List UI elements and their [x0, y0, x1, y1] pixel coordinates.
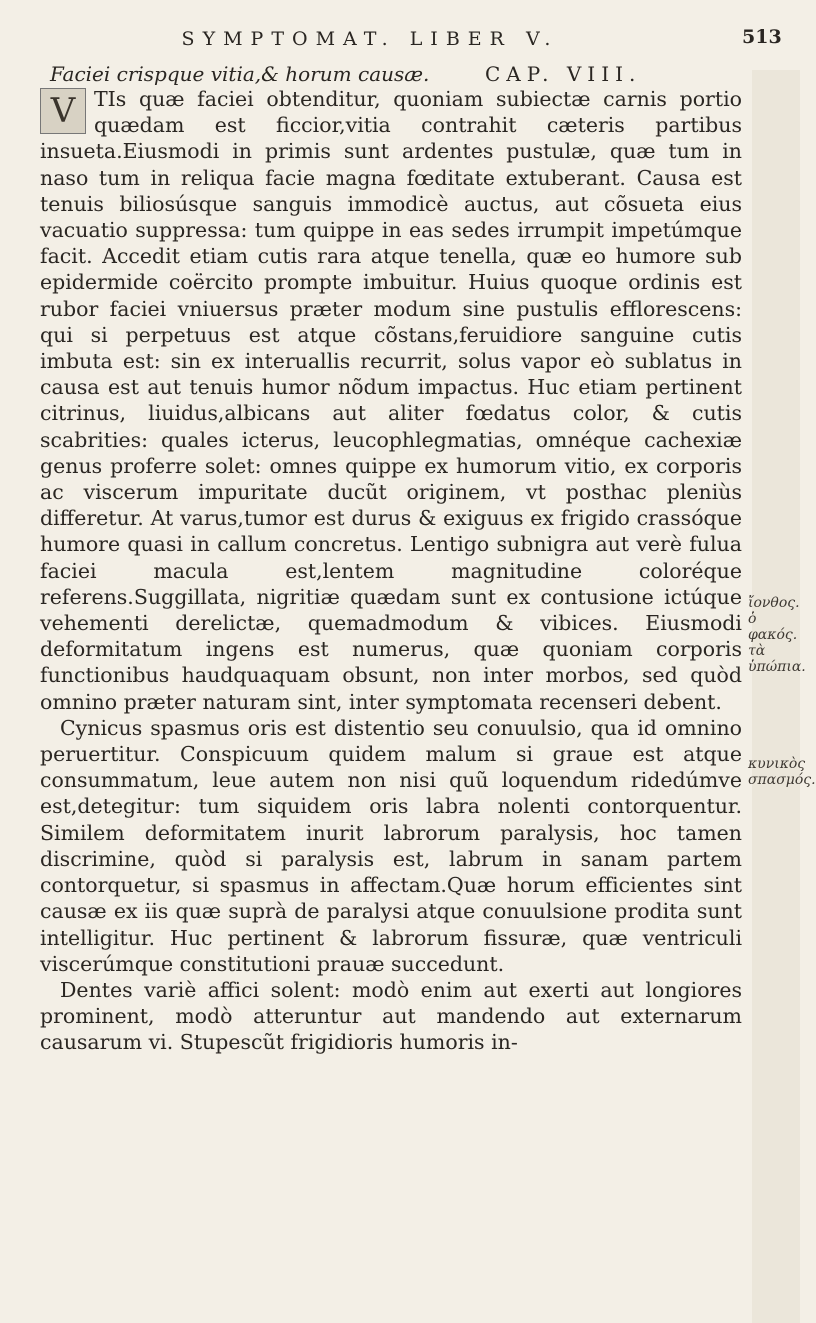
paragraph-text: Cynicus spasmus oris est distentio seu conuulsio, qua id omnino peruertitur. Conspicuum quidem malum si graue est atque consummatum, leue autem non nisi quũ loquendum ridedúmve est,detegitur: tum siquidem oris labra nolenti contorquentur. Similem deformitatem inurit labrorum paralysis, hoc tamen discrimine, quòd si paralysis est, labrum in sanam partem contorquetur, si spasmus in affectam.Quæ horum efficientes sint causæ ex iis quæ suprà de paralysi atque conuulsione prodita sunt intelligitur. Huc pertinent & labrorum fissuræ, quæ ventriculi viscerúmque constitutioni prauæ succedunt. [40, 715, 742, 976]
decorated-initial: V [40, 88, 86, 134]
chapter-heading [50, 62, 750, 86]
page-number: 513 [742, 26, 782, 48]
margin-note: ἴονθος. ὁ φακός. τὰ ὑπώπια. [748, 595, 806, 675]
running-header: SYMPTOMAT. LIBER V. [181, 28, 559, 50]
chapter-label: CAP. VIII. [485, 62, 642, 86]
chapter-title: Faciei crispque vitia,& horum causæ. [50, 62, 430, 86]
margin-note: κυνικὸς σπασμός. [748, 756, 816, 788]
paragraph-text: TIs quæ faciei obtenditur, quoniam subiectæ carnis portio quædam est ficcior,vitia contrahit cæteris partibus insueta.Eiusmodi in primis sunt ardentes pustulæ, quæ tum in naso tum in reliqua facie magna fœditate extuberant. Causa est tenuis biliosúsque sanguis immodicè auctus, aut cõsueta eius vacuatio suppressa: tum quippe in eas sedes irrumpit impetúmque facit. Accedit etiam cutis rara atque tenella, quæ eo humore sub epidermide coërcito prompte imbuitur. Huius quoque ordinis est rubor faciei vniuersus præter modum sine pustulis efflorescens: qui si perpetuus est atque cõstans,feruidiore sanguine cutis imbuta est: sin ex interuallis recurrit, solus vapor eò sublatus in causa est aut tenuis humor nõdum impactus. Huc etiam pertinent citrinus, liuidus,albicans aut aliter fœdatus color, & cutis scabrities: quales icterus, leucophlegmatias, omnéque cachexiæ genus proferre solet: omnes quippe ex humorum vitio, ex corporis ac viscerum impuritate ducũt originem, vt posthac pleniùs differetur. At varus,tumor est durus & exiguus ex frigido crassóque humore quasi in callum concretus. Lentigo subnigra aut verè fulua faciei macula est,lentem magnitudine coloréque referens.Suggillata, nigritiæ quædam sunt ex contusione ictúque vehementi derelictæ, quemadmodum & vibices. Eiusmodi deformitatum ingens est numerus, quæ quoniam corporis functionibus haudquaquam obsunt, non inter morbos, sed quòd omnino præter naturam sint, inter symptomata recenseri debent. [40, 87, 742, 714]
paragraph [40, 977, 742, 1056]
body-text [40, 86, 742, 1056]
paragraph-text: Dentes variè affici solent: modò enim aut exerti aut longiores prominent, modò atteruntur aut mandendo aut externarum causarum vi. Stupescũt frigidioris humoris in- [40, 977, 742, 1055]
margin-shadow [752, 70, 800, 1323]
paragraph [40, 86, 742, 715]
paragraph [40, 715, 742, 977]
